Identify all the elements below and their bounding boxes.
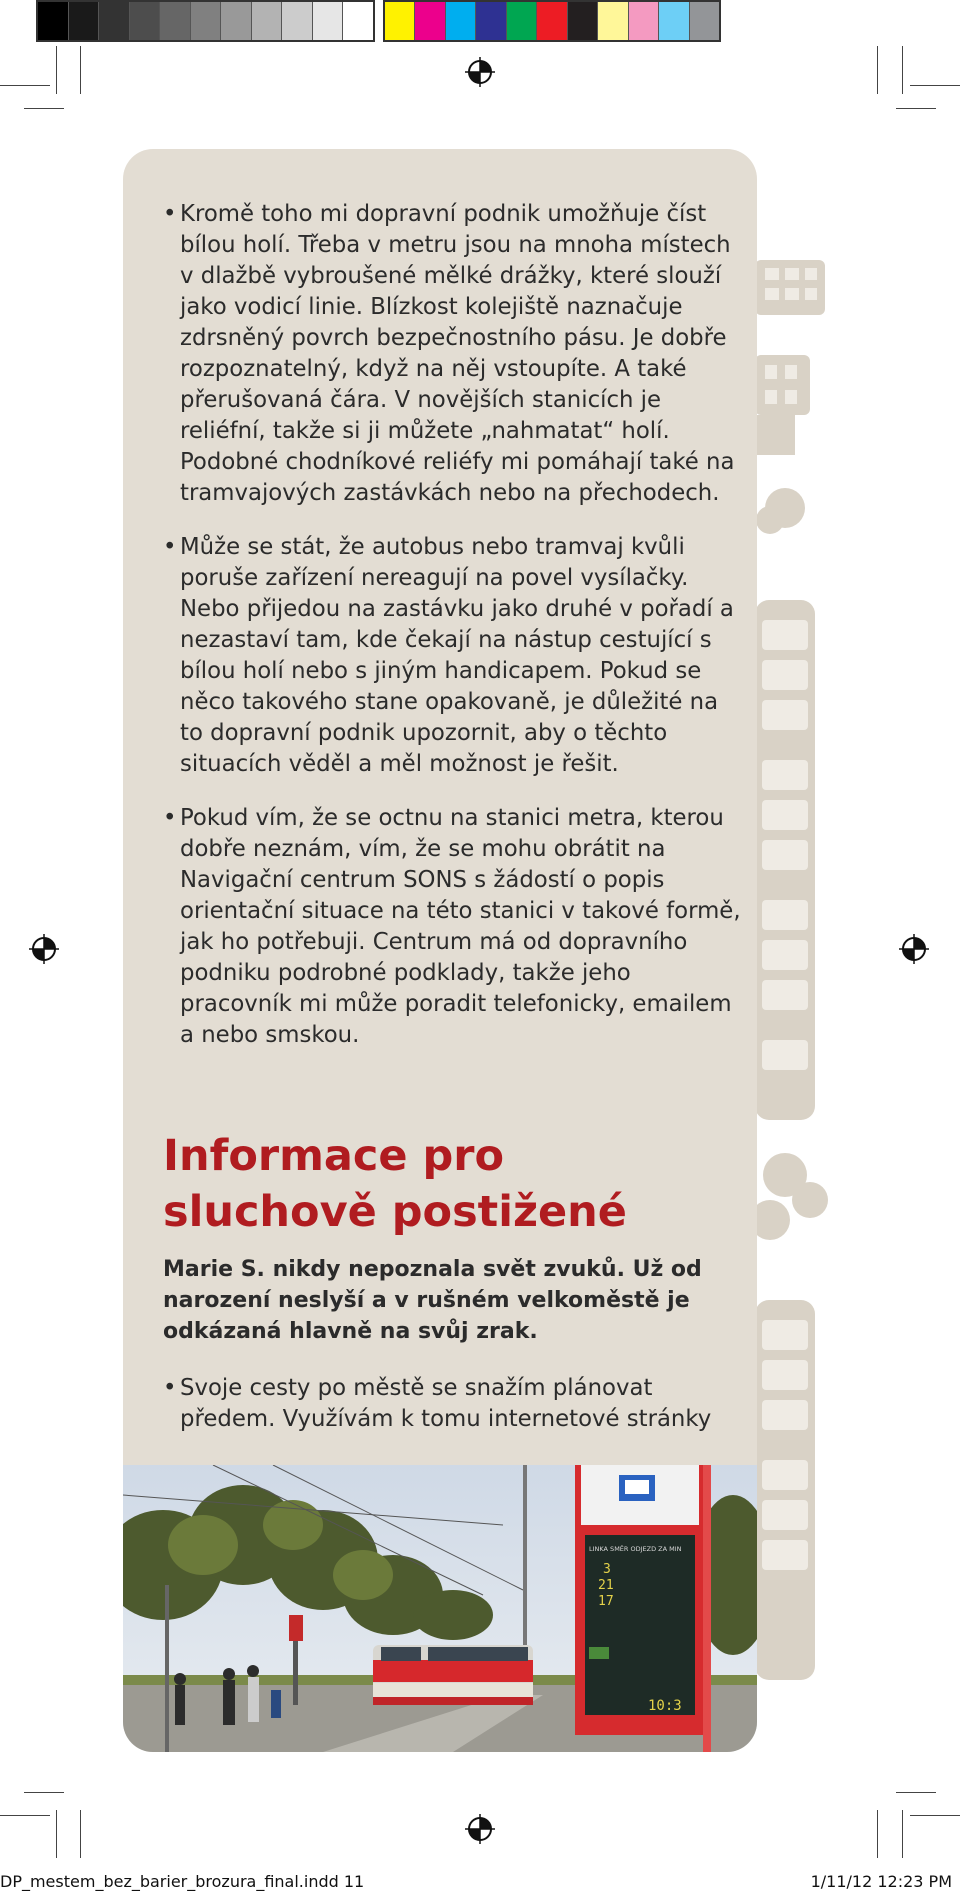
crop-mark — [80, 46, 81, 94]
bullet-paragraph: • Svoje cesty po městě se snažím plánovat předem. Využívám k tomu internetové stránky — [163, 1375, 712, 1432]
color-swatch — [415, 2, 446, 40]
color-swatch — [343, 2, 373, 40]
bullet-paragraph: • Kromě toho mi dopravní podnik umožňuje číst bílou holí. Třeba v metru jsou na mnoha místech v dlažbě vybroušené mělké drážky, které slouží jako vodicí linie. Blízkost kolejiště naznačuje zdrsněný povrch bezpečnostního pásu. Je dobře rozpoznatelný, když na něj vstoupíte. A také přerušovaná čára. V novějších stanicích je reliéfní, takže si ji můžete „nahmatat“ holí. Podobné chodníkové reliéfy mi pomáhají také na tramvajových zastávkách nebo na přechodech. — [163, 201, 735, 506]
color-swatch — [252, 2, 283, 40]
color-swatch — [690, 2, 720, 40]
sign-header: LINKA SMĚR ODJEZD ZA MIN — [589, 1545, 682, 1553]
sign-row: 17 — [598, 1594, 614, 1609]
content-panel — [123, 149, 757, 1752]
sign-row: 21 — [598, 1578, 614, 1593]
crop-mark — [910, 1815, 960, 1816]
sign-row: 3 — [603, 1562, 611, 1577]
crop-mark — [24, 1792, 64, 1793]
file-slug: DP_mestem_bez_barier_brozura_final.indd 11 — [0, 1872, 365, 1891]
sign-clock: 10:3 — [648, 1698, 682, 1714]
color-calibration-bar — [36, 0, 721, 42]
color-swatch — [629, 2, 660, 40]
registration-mark-icon — [465, 57, 495, 87]
color-swatch — [659, 2, 690, 40]
section-heading: Informace pro sluchově postižené — [163, 1131, 627, 1237]
crop-mark — [56, 1810, 57, 1858]
crop-mark — [896, 1792, 936, 1793]
color-swatch — [160, 2, 191, 40]
crop-mark — [80, 1810, 81, 1858]
crop-mark — [0, 1815, 50, 1816]
crop-mark — [24, 108, 64, 109]
color-swatch — [385, 2, 416, 40]
crop-mark — [902, 1810, 903, 1858]
crop-mark — [877, 1810, 878, 1858]
color-swatch — [598, 2, 629, 40]
crop-mark — [877, 46, 878, 94]
registration-mark-icon — [465, 1814, 495, 1844]
crop-mark — [0, 85, 50, 86]
color-swatch — [191, 2, 222, 40]
color-swatch — [99, 2, 130, 40]
crop-mark — [902, 46, 903, 94]
color-swatch — [313, 2, 344, 40]
color-swatch — [282, 2, 313, 40]
color-swatch — [130, 2, 161, 40]
article-body — [163, 199, 743, 1458]
color-swatch — [537, 2, 568, 40]
crop-mark — [896, 108, 936, 109]
date-slug: 1/11/12 12:23 PM — [810, 1872, 952, 1891]
color-swatch — [446, 2, 477, 40]
crop-mark — [910, 85, 960, 86]
bullet-paragraph: • Může se stát, že autobus nebo tramvaj kvůli poruše zařízení nereagují na povel vysílačky. Nebo přijedou na zastávku jako druhé v pořadí a nezastaví tam, kde čekají na nástup cestující s bílou holí nebo s jiným handicapem. Pokud se něco takového stane opakovaně, je důležité na to dopravní podnik upozornit, aby o těchto situacích věděl a měl možnost je řešit. — [163, 534, 734, 777]
registration-mark-icon — [29, 934, 59, 964]
tram-stop-photo — [123, 1465, 757, 1752]
crop-mark — [56, 46, 57, 94]
color-swatch — [568, 2, 599, 40]
color-swatch — [38, 2, 69, 40]
color-swatch — [476, 2, 507, 40]
grayscale-swatches — [36, 0, 375, 42]
color-swatch — [221, 2, 252, 40]
color-swatch — [507, 2, 538, 40]
color-swatch — [69, 2, 100, 40]
bullet-paragraph: • Pokud vím, že se octnu na stanici metra, kterou dobře neznám, vím, že se mohu obrátit na Navigační centrum SONS s žádostí o popis orientační situace na této stanici v takové formě, jak ho potřebuji. Centrum má od dopravního podniku podrobné podklady, takže jeho pracovník mi může poradit telefonicky, emailem a nebo smskou. — [163, 805, 741, 1048]
color-swatches — [383, 0, 722, 42]
registration-mark-icon — [899, 934, 929, 964]
section-lead: Marie S. nikdy nepoznala svět zvuků. Už od narození neslyší a v rušném velkoměstě je odkázaná hlavně na svůj zrak. — [163, 1257, 702, 1344]
